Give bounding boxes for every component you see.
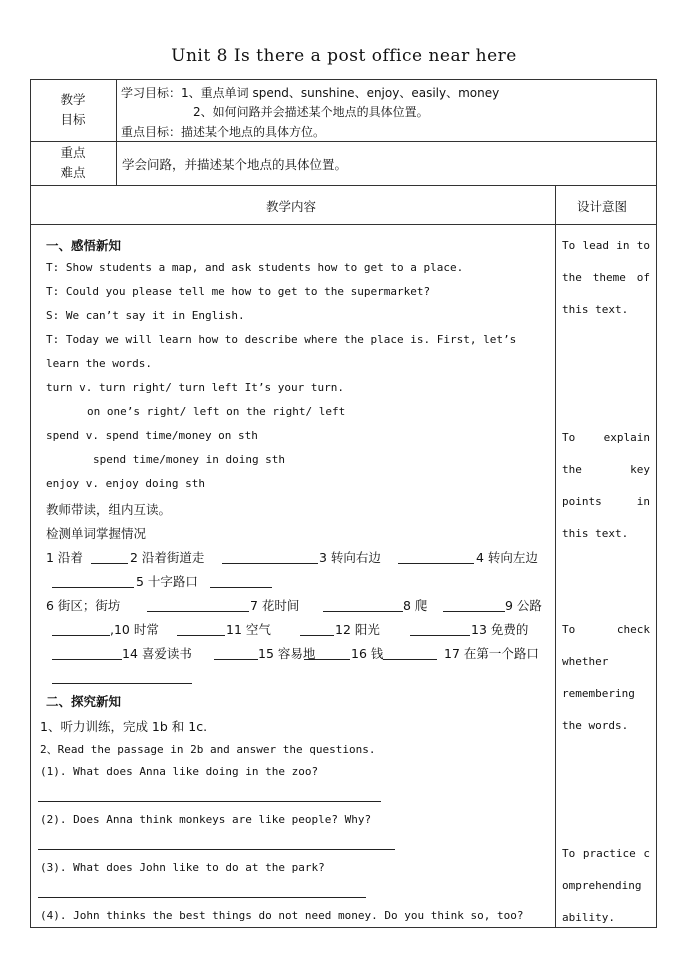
vocab-item-1: 1 沿着 bbox=[46, 550, 83, 565]
vocab-item-14: 14 喜爱读书 bbox=[122, 646, 192, 661]
vocab-item-7: 7 花时间 bbox=[250, 598, 300, 613]
vocab-item-3: 3 转向右边 bbox=[319, 550, 381, 565]
intent-practice: To practice comprehending ability. bbox=[562, 847, 650, 924]
dialogue-line: T: Show students a map, and ask students how to get to a place. bbox=[46, 261, 464, 274]
section1-heading: 一、感悟新知 bbox=[46, 238, 122, 253]
vocab-line: enjoy v. enjoy doing sth bbox=[46, 477, 205, 490]
difficulty-text: 学会问路，并描述某个地点的具体位置。 bbox=[122, 157, 348, 172]
vocab-line: spend v. spend time/money on sth bbox=[46, 429, 258, 442]
document-title: Unit 8 Is there a post office near here bbox=[171, 46, 517, 66]
vocab-item-12: 12 阳光 bbox=[335, 622, 380, 637]
header-content: 教学内容 bbox=[266, 199, 317, 214]
dialogue-line: learn the words. bbox=[46, 357, 152, 370]
answer-line bbox=[38, 801, 381, 802]
objectives-label: 教学 目标 bbox=[60, 92, 86, 127]
vocab-item-6: 6 街区；街坊 bbox=[46, 598, 121, 613]
intent-lead-in: To lead in to the theme of this text. bbox=[562, 239, 650, 316]
col-divider-label bbox=[116, 79, 117, 185]
answer-blank bbox=[52, 587, 134, 588]
answer-blank bbox=[214, 659, 258, 660]
header-intent: 设计意图 bbox=[577, 199, 628, 214]
dialogue-line: S: We can’t say it in English. bbox=[46, 309, 245, 322]
answer-blank bbox=[304, 659, 350, 660]
answer-blank bbox=[398, 563, 474, 564]
intent-explain: To explain the key points in this text. bbox=[562, 431, 650, 540]
intent-check: To check whether remembering the words. bbox=[562, 623, 650, 732]
answer-line bbox=[38, 897, 366, 898]
learning-goal-2: 2、如何问路并会描述某个地点的具体位置。 bbox=[193, 105, 429, 119]
answer-line bbox=[38, 849, 395, 850]
vocab-item-17: 17 在第一个路口 bbox=[444, 646, 539, 661]
vocab-item-11: 11 空气 bbox=[226, 622, 271, 637]
answer-blank bbox=[147, 611, 249, 612]
vocab-item-9: 9 公路 bbox=[505, 598, 542, 613]
answer-blank bbox=[91, 563, 128, 564]
reading-task: 2、Read the passage in 2b and answer the questions. bbox=[40, 743, 376, 756]
answer-blank bbox=[410, 635, 470, 636]
vocab-item-5: 5 十字路口 bbox=[136, 574, 198, 589]
vocab-line: turn v. turn right/ turn left It’s your turn. bbox=[46, 381, 345, 394]
answer-blank bbox=[52, 659, 122, 660]
check-heading: 检测单词掌握情况 bbox=[46, 526, 147, 541]
question-4: (4). John thinks the best things do not need money. Do you think so, too? bbox=[40, 909, 524, 922]
teacher-read-note: 教师带读，组内互读。 bbox=[46, 502, 172, 517]
col-divider-intent bbox=[555, 185, 556, 928]
learning-goal-1: 学习目标：1、重点单词 spend、sunshine、enjoy、easily、money bbox=[121, 86, 500, 100]
answer-blank bbox=[300, 635, 334, 636]
answer-blank bbox=[52, 635, 110, 636]
answer-blank bbox=[210, 587, 272, 588]
dialogue-line: T: Today we will learn how to describe where the place is. First, let’s bbox=[46, 333, 517, 346]
vocab-item-15: 15 容易地 bbox=[258, 646, 316, 661]
vocab-item-4: 4 转向左边 bbox=[476, 550, 538, 565]
vocab-item-10: ,10 时常 bbox=[110, 622, 159, 637]
section2-heading: 二、探究新知 bbox=[46, 694, 122, 709]
difficulty-label: 重点 难点 bbox=[60, 145, 86, 180]
question-1: (1). What does Anna like doing in the zoo? bbox=[40, 765, 319, 778]
vocab-item-16: 16 钱 bbox=[351, 646, 384, 661]
row-divider-objectives bbox=[30, 141, 657, 142]
question-2: (2). Does Anna think monkeys are like people? Why? bbox=[40, 813, 372, 826]
question-3: (3). What does John like to do at the park? bbox=[40, 861, 325, 874]
vocab-line: spend time/money in doing sth bbox=[93, 453, 286, 466]
answer-blank bbox=[222, 563, 318, 564]
answer-blank bbox=[323, 611, 403, 612]
dialogue-line: T: Could you please tell me how to get to the supermarket? bbox=[46, 285, 431, 298]
listening-task: 1、听力训练，完成 1b 和 1c. bbox=[40, 719, 208, 734]
key-goal: 重点目标：描述某个地点的具体方位。 bbox=[121, 125, 326, 139]
answer-blank bbox=[52, 683, 192, 684]
vocab-item-13: 13 免费的 bbox=[471, 622, 529, 637]
row-divider-difficulty bbox=[30, 185, 657, 186]
answer-blank bbox=[177, 635, 225, 636]
row-divider-header bbox=[30, 224, 657, 225]
answer-blank bbox=[383, 659, 437, 660]
answer-blank bbox=[443, 611, 505, 612]
vocab-item-2: 2 沿着街道走 bbox=[130, 550, 205, 565]
vocab-item-8: 8 爬 bbox=[403, 598, 428, 613]
vocab-line: on one’s right/ left on the right/ left bbox=[87, 405, 346, 418]
